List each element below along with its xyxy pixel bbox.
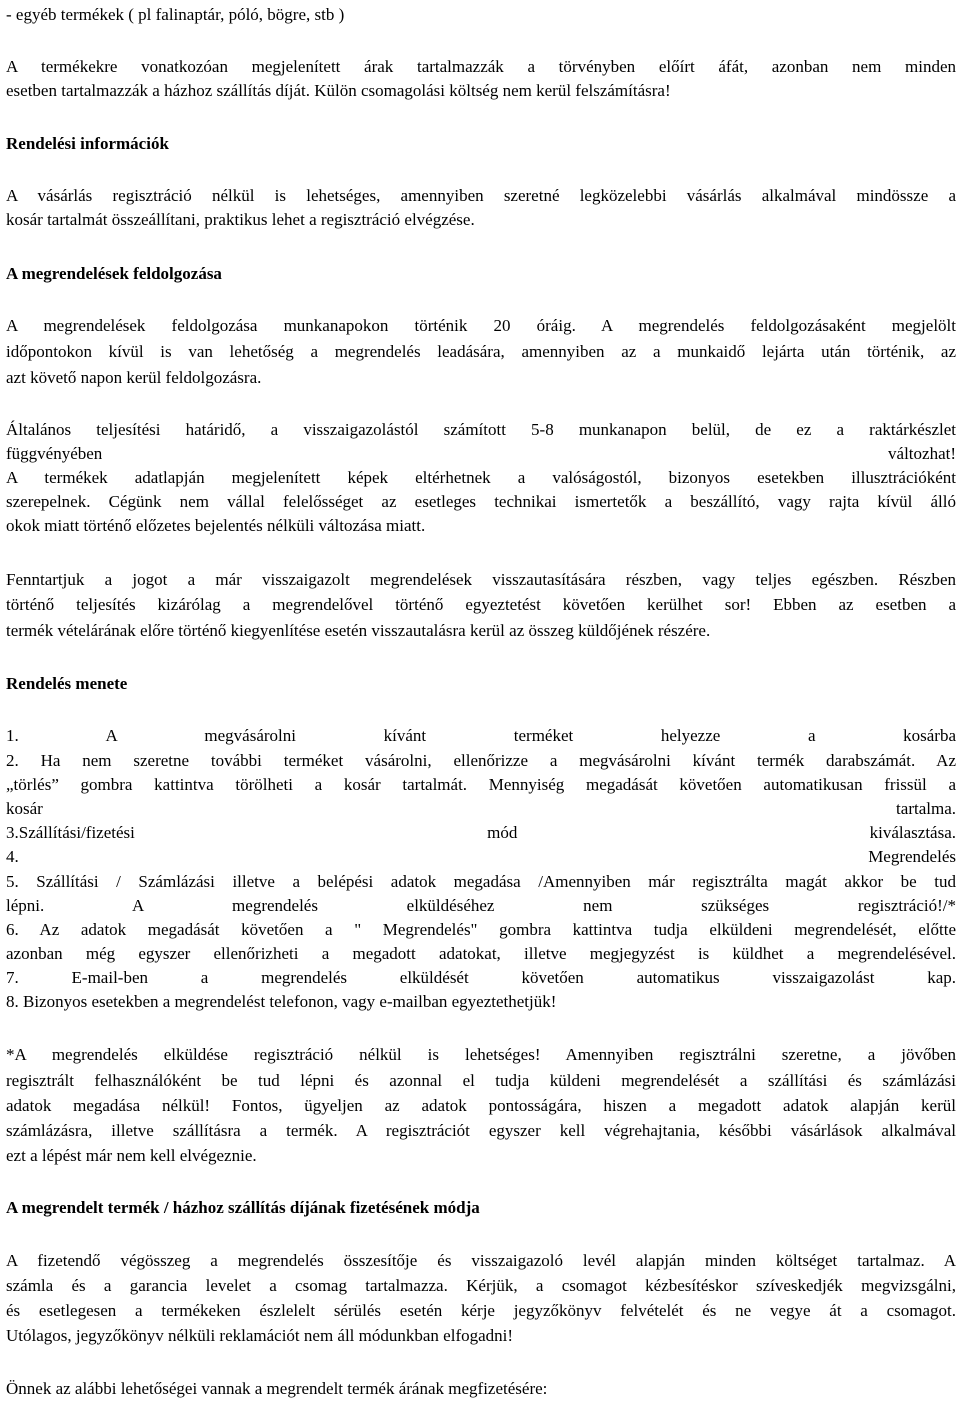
- order-step-line: 3.Szállítási/fizetési mód kiválasztása.: [6, 823, 956, 842]
- order-step-line: 7. E-mail-ben a megrendelés elküldését követően automatikus visszaigazolást kap.: [6, 968, 956, 987]
- paragraph-line: adatok megadása nélkül! Fontos, ügyeljen az adatok pontosságára, hiszen a megadott adatok alapján kerül: [6, 1096, 956, 1115]
- paragraph-line: A termékekre vonatkozóan megjelenített árak tartalmazzák a törvényben előírt áfát, azonban nem minden: [6, 57, 956, 76]
- paragraph-line: szerepelnek. Cégünk nem vállal felelősséget az esetleges technikai ismertetők a beszállító, vagy rajta kívül álló: [6, 492, 956, 511]
- section-heading-order-steps: Rendelés menete: [6, 674, 128, 693]
- order-step-line: 2. Ha nem szeretne további terméket vásárolni, ellenőrizze a megvásárolni kívánt termék darabszámát. Az: [6, 751, 956, 770]
- paragraph-line: A vásárlás regisztráció nélkül is lehetséges, amennyiben szeretné legközelebbi vásárlás alkalmával mindössze a: [6, 186, 956, 205]
- paragraph-line: ezt a lépést már nem kell elvégeznie.: [6, 1146, 257, 1165]
- paragraph-line: függvényében változhat!: [6, 444, 956, 463]
- paragraph-line: Fenntartjuk a jogot a már visszaigazolt megrendelések visszautasítására részben, vagy teljes egészben. Részben: [6, 570, 956, 589]
- paragraph-line: A termékek adatlapján megjelenített képek eltérhetnek a valóságostól, bizonyos esetekben illusztrációként: [6, 468, 956, 487]
- paragraph-line: A fizetendő végösszeg a megrendelés összesítője és visszaigazoló levél alapján minden költséget tartalmaz. A: [6, 1251, 956, 1270]
- order-step-line: lépni. A megrendelés elküldéséhez nem szükséges regisztráció!/*: [6, 896, 956, 915]
- paragraph-line: Utólagos, jegyzőkönyv nélküli reklamációt nem áll módunkban elfogadni!: [6, 1326, 514, 1345]
- order-step-line: kosár tartalma.: [6, 799, 956, 818]
- paragraph-line: okok miatt történő előzetes bejelentés nélküli változása miatt.: [6, 516, 426, 535]
- order-step-line: 6. Az adatok megadását követően a " Megrendelés" gombra kattintva tudja elküldeni megrendelését, előtte: [6, 920, 956, 939]
- paragraph-line: időpontokon kívül is van lehetőség a megrendelés leadására, amennyiben az a munkaidő lejárta után történik, az: [6, 342, 956, 361]
- order-step-line: azonban még egyszer ellenőrizheti a megadott adatokat, illetve megjegyzést is küldhet a megrendelésével.: [6, 944, 956, 963]
- order-step-line: 1. A megvásárolni kívánt terméket helyezze a kosárba: [6, 726, 956, 745]
- paragraph-line: azt követő napon kerül feldolgozásra.: [6, 368, 262, 387]
- paragraph-line: regisztrált felhasználóként be tud lépni és azonnal el tudja küldeni megrendelését a szállítási és számlázási: [6, 1071, 956, 1090]
- paragraph-line: számlázásra, illetve szállításra a termék. A regisztrációt egyszer kell végrehajtania, későbbi vásárlások alkalmával: [6, 1121, 956, 1140]
- paragraph-line: termék vételárának előre történő kiegyenlítése esetén visszautalásra kerül az összeg küldőjének részére.: [6, 621, 711, 640]
- paragraph-line: A megrendelések feldolgozása munkanapokon történik 20 óráig. A megrendelés feldolgozásaként megjelölt: [6, 316, 956, 335]
- paragraph-line: és esetlegesen a termékeken észlelelt sérülés esetén kérje jegyzőkönyv felvételét és ne vegye át a csomagot.: [6, 1301, 956, 1320]
- paragraph-line: *A megrendelés elküldése regisztráció nélkül is lehetséges! Amennyiben regisztrálni szeretne, a jövőben: [6, 1045, 956, 1064]
- order-step-line: 8. Bizonyos esetekben a megrendelést telefonon, vagy e-mailban egyeztethetjük!: [6, 992, 557, 1011]
- product-list-line: - egyéb termékek ( pl falinaptár, póló, bögre, stb ): [6, 5, 345, 24]
- order-step-line: „törlés” gombra kattintva törölheti a kosár tartalmát. Mennyiség megadását követően automatikusan frissül a: [6, 775, 956, 794]
- order-step-line: 5. Szállítási / Számlázási illetve a belépési adatok megadása /Amennyiben már regisztrálta magát akkor be tud: [6, 872, 956, 891]
- paragraph-line: történő teljesítés kizárólag a megrendelővel történő egyeztetést követően kerülhet sor! Ebben az esetben a: [6, 595, 956, 614]
- paragraph-line: Általános teljesítési határidő, a visszaigazolástól számított 5-8 munkanapon belül, de ez a raktárkészlet: [6, 420, 956, 439]
- paragraph-line: számla és a garancia levelet a csomag tartalmazza. Kérjük, a csomagot kézbesítéskor szíveskedjék megvizsgálni,: [6, 1276, 956, 1295]
- paragraph-line: kosár tartalmát összeállítani, praktikus lehet a regisztráció elvégzése.: [6, 210, 475, 229]
- section-heading-processing: A megrendelések feldolgozása: [6, 264, 222, 283]
- section-heading-order-info: Rendelési információk: [6, 134, 169, 153]
- section-heading-payment: A megrendelt termék / házhoz szállítás díjának fizetésének módja: [6, 1198, 480, 1217]
- payment-options-intro: Önnek az alábbi lehetőségei vannak a megrendelt termék árának megfizetésére:: [6, 1379, 548, 1398]
- order-step-line: 4. Megrendelés: [6, 847, 956, 866]
- paragraph-line: esetben tartalmazzák a házhoz szállítás díját. Külön csomagolási költség nem kerül felszámításra!: [6, 81, 671, 100]
